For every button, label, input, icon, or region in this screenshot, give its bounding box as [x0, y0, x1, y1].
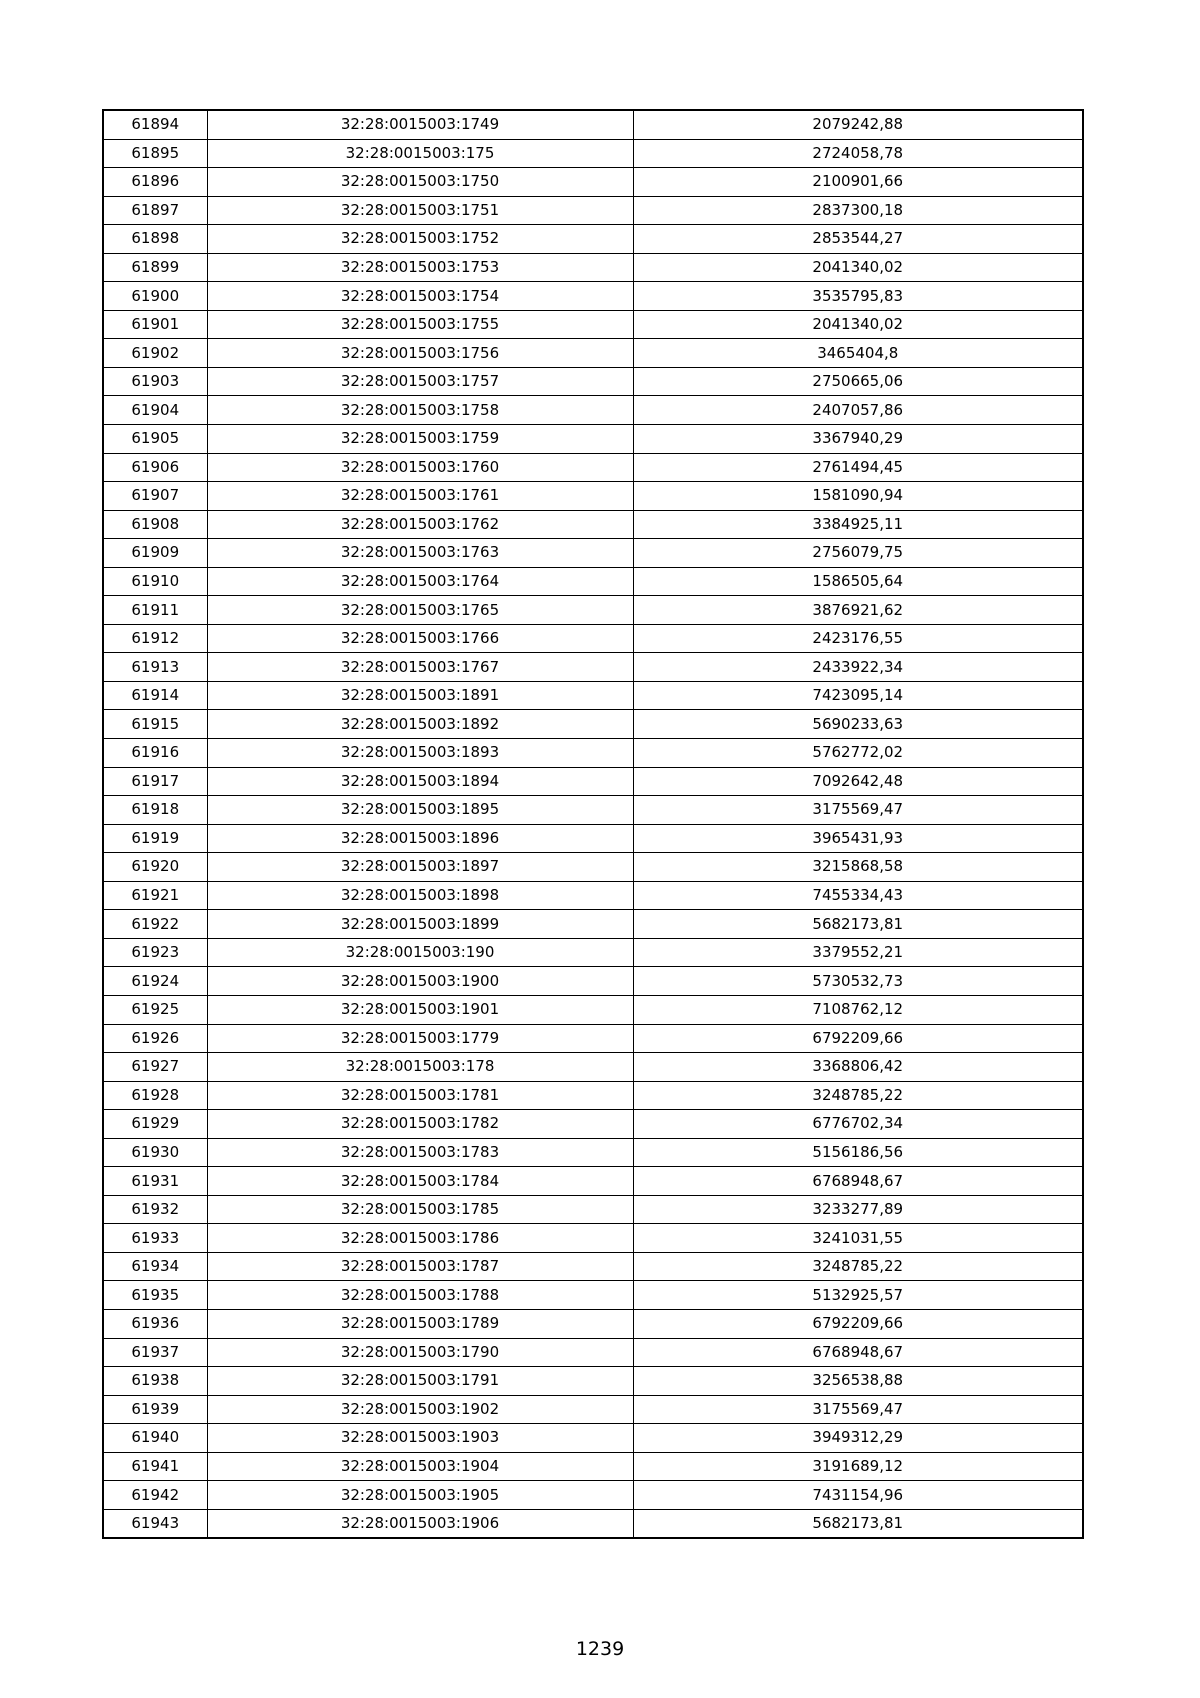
- table-row: [103, 396, 1083, 425]
- cadastral-value-table: [102, 109, 1084, 1539]
- cadastral-number-cell: 32:28:0015003:1785: [207, 1195, 633, 1224]
- cadastral-value-cell: 5762772,02: [633, 739, 1083, 768]
- cadastral-number-cell: 32:28:0015003:1781: [207, 1081, 633, 1110]
- cadastral-value-cell: 7092642,48: [633, 767, 1083, 796]
- cadastral-value-cell: 2041340,02: [633, 310, 1083, 339]
- cadastral-value-cell: 2761494,45: [633, 453, 1083, 482]
- table-row: [103, 1509, 1083, 1538]
- table-row: [103, 624, 1083, 653]
- row-number-cell: 61898: [103, 225, 207, 254]
- cadastral-number-cell: 32:28:0015003:1783: [207, 1138, 633, 1167]
- row-number-cell: 61923: [103, 938, 207, 967]
- table-row: [103, 1395, 1083, 1424]
- cadastral-value-cell: 1586505,64: [633, 567, 1083, 596]
- cadastral-number-cell: 32:28:0015003:1789: [207, 1309, 633, 1338]
- row-number-cell: 61941: [103, 1452, 207, 1481]
- row-number-cell: 61942: [103, 1481, 207, 1510]
- cadastral-value-cell: 3215868,58: [633, 853, 1083, 882]
- row-number-cell: 61895: [103, 139, 207, 168]
- row-number-cell: 61894: [103, 110, 207, 139]
- cadastral-number-cell: 32:28:0015003:1902: [207, 1395, 633, 1424]
- cadastral-number-cell: 32:28:0015003:175: [207, 139, 633, 168]
- cadastral-number-cell: 32:28:0015003:1894: [207, 767, 633, 796]
- table-row: [103, 1424, 1083, 1453]
- row-number-cell: 61902: [103, 339, 207, 368]
- table-row: [103, 196, 1083, 225]
- row-number-cell: 61924: [103, 967, 207, 996]
- row-number-cell: 61927: [103, 1053, 207, 1082]
- cadastral-number-cell: 32:28:0015003:1791: [207, 1367, 633, 1396]
- row-number-cell: 61921: [103, 881, 207, 910]
- row-number-cell: 61897: [103, 196, 207, 225]
- row-number-cell: 61905: [103, 425, 207, 454]
- table-body: [103, 110, 1083, 1538]
- row-number-cell: 61901: [103, 310, 207, 339]
- cadastral-value-cell: 3191689,12: [633, 1452, 1083, 1481]
- cadastral-value-cell: 3965431,93: [633, 824, 1083, 853]
- cadastral-value-cell: 7455334,43: [633, 881, 1083, 910]
- table-row: [103, 1053, 1083, 1082]
- cadastral-number-cell: 32:28:0015003:1782: [207, 1110, 633, 1139]
- cadastral-value-cell: 2041340,02: [633, 253, 1083, 282]
- table-row: [103, 567, 1083, 596]
- table-row: [103, 110, 1083, 139]
- cadastral-number-cell: 32:28:0015003:1892: [207, 710, 633, 739]
- table-row: [103, 1281, 1083, 1310]
- cadastral-number-cell: 32:28:0015003:1763: [207, 539, 633, 568]
- table-row: [103, 995, 1083, 1024]
- cadastral-number-cell: 32:28:0015003:1790: [207, 1338, 633, 1367]
- cadastral-value-cell: 3256538,88: [633, 1367, 1083, 1396]
- row-number-cell: 61938: [103, 1367, 207, 1396]
- row-number-cell: 61928: [103, 1081, 207, 1110]
- table-row: [103, 282, 1083, 311]
- cadastral-number-cell: 32:28:0015003:1756: [207, 339, 633, 368]
- table-row: [103, 938, 1083, 967]
- cadastral-number-cell: 32:28:0015003:1895: [207, 796, 633, 825]
- cadastral-value-cell: 3248785,22: [633, 1252, 1083, 1281]
- row-number-cell: 61933: [103, 1224, 207, 1253]
- table-row: [103, 1452, 1083, 1481]
- cadastral-number-cell: 32:28:0015003:1759: [207, 425, 633, 454]
- cadastral-value-cell: 5682173,81: [633, 1509, 1083, 1538]
- cadastral-number-cell: 32:28:0015003:1903: [207, 1424, 633, 1453]
- cadastral-number-cell: 32:28:0015003:1760: [207, 453, 633, 482]
- cadastral-number-cell: 32:28:0015003:1757: [207, 367, 633, 396]
- cadastral-value-cell: 2079242,88: [633, 110, 1083, 139]
- cadastral-number-cell: 32:28:0015003:1900: [207, 967, 633, 996]
- table-row: [103, 653, 1083, 682]
- cadastral-number-cell: 32:28:0015003:1898: [207, 881, 633, 910]
- cadastral-value-cell: 2724058,78: [633, 139, 1083, 168]
- cadastral-number-cell: 32:28:0015003:1767: [207, 653, 633, 682]
- cadastral-number-cell: 32:28:0015003:1761: [207, 482, 633, 511]
- cadastral-number-cell: 32:28:0015003:190: [207, 938, 633, 967]
- cadastral-value-cell: 3368806,42: [633, 1053, 1083, 1082]
- table-row: [103, 796, 1083, 825]
- cadastral-number-cell: 32:28:0015003:1766: [207, 624, 633, 653]
- table-row: [103, 710, 1083, 739]
- table-row: [103, 596, 1083, 625]
- table-row: [103, 225, 1083, 254]
- table-row: [103, 1024, 1083, 1053]
- row-number-cell: 61922: [103, 910, 207, 939]
- row-number-cell: 61943: [103, 1509, 207, 1538]
- cadastral-value-cell: 3949312,29: [633, 1424, 1083, 1453]
- cadastral-value-cell: 5730532,73: [633, 967, 1083, 996]
- table-row: [103, 767, 1083, 796]
- cadastral-value-cell: 3384925,11: [633, 510, 1083, 539]
- row-number-cell: 61903: [103, 367, 207, 396]
- cadastral-value-cell: 6768948,67: [633, 1167, 1083, 1196]
- cadastral-value-cell: 3367940,29: [633, 425, 1083, 454]
- cadastral-value-cell: 3241031,55: [633, 1224, 1083, 1253]
- cadastral-number-cell: 32:28:0015003:1905: [207, 1481, 633, 1510]
- cadastral-value-cell: 3175569,47: [633, 1395, 1083, 1424]
- table-row: [103, 1195, 1083, 1224]
- cadastral-value-cell: 2837300,18: [633, 196, 1083, 225]
- table-row: [103, 539, 1083, 568]
- row-number-cell: 61908: [103, 510, 207, 539]
- row-number-cell: 61939: [103, 1395, 207, 1424]
- table-row: [103, 453, 1083, 482]
- cadastral-number-cell: 32:28:0015003:1904: [207, 1452, 633, 1481]
- row-number-cell: 61937: [103, 1338, 207, 1367]
- row-number-cell: 61899: [103, 253, 207, 282]
- cadastral-number-cell: 32:28:0015003:1750: [207, 168, 633, 197]
- table-row: [103, 425, 1083, 454]
- cadastral-value-cell: 2407057,86: [633, 396, 1083, 425]
- cadastral-value-cell: 3248785,22: [633, 1081, 1083, 1110]
- row-number-cell: 61920: [103, 853, 207, 882]
- row-number-cell: 61918: [103, 796, 207, 825]
- table-row: [103, 853, 1083, 882]
- cadastral-value-cell: 2750665,06: [633, 367, 1083, 396]
- table-row: [103, 253, 1083, 282]
- cadastral-number-cell: 32:28:0015003:1788: [207, 1281, 633, 1310]
- cadastral-number-cell: 32:28:0015003:1751: [207, 196, 633, 225]
- row-number-cell: 61916: [103, 739, 207, 768]
- cadastral-value-cell: 5132925,57: [633, 1281, 1083, 1310]
- cadastral-number-cell: 32:28:0015003:1901: [207, 995, 633, 1024]
- cadastral-value-cell: 2853544,27: [633, 225, 1083, 254]
- table-row: [103, 367, 1083, 396]
- cadastral-value-cell: 3233277,89: [633, 1195, 1083, 1224]
- page-number: 1239: [575, 1638, 625, 1660]
- row-number-cell: 61914: [103, 681, 207, 710]
- cadastral-number-cell: 32:28:0015003:1754: [207, 282, 633, 311]
- cadastral-value-cell: 3876921,62: [633, 596, 1083, 625]
- table-row: [103, 510, 1083, 539]
- cadastral-number-cell: 32:28:0015003:1765: [207, 596, 633, 625]
- row-number-cell: 61912: [103, 624, 207, 653]
- cadastral-value-cell: 1581090,94: [633, 482, 1083, 511]
- row-number-cell: 61906: [103, 453, 207, 482]
- cadastral-number-cell: 32:28:0015003:1893: [207, 739, 633, 768]
- cadastral-value-cell: 3465404,8: [633, 339, 1083, 368]
- cadastral-number-cell: 32:28:0015003:1906: [207, 1509, 633, 1538]
- cadastral-value-cell: 7108762,12: [633, 995, 1083, 1024]
- cadastral-value-cell: 7431154,96: [633, 1481, 1083, 1510]
- row-number-cell: 61904: [103, 396, 207, 425]
- cadastral-number-cell: 32:28:0015003:1764: [207, 567, 633, 596]
- row-number-cell: 61909: [103, 539, 207, 568]
- table-row: [103, 139, 1083, 168]
- row-number-cell: 61913: [103, 653, 207, 682]
- row-number-cell: 61935: [103, 1281, 207, 1310]
- cadastral-number-cell: 32:28:0015003:1784: [207, 1167, 633, 1196]
- row-number-cell: 61932: [103, 1195, 207, 1224]
- cadastral-number-cell: 32:28:0015003:1897: [207, 853, 633, 882]
- row-number-cell: 61931: [103, 1167, 207, 1196]
- row-number-cell: 61896: [103, 168, 207, 197]
- row-number-cell: 61919: [103, 824, 207, 853]
- row-number-cell: 61925: [103, 995, 207, 1024]
- cadastral-value-cell: 6792209,66: [633, 1024, 1083, 1053]
- row-number-cell: 61915: [103, 710, 207, 739]
- row-number-cell: 61907: [103, 482, 207, 511]
- cadastral-number-cell: 32:28:0015003:1755: [207, 310, 633, 339]
- cadastral-value-cell: 3535795,83: [633, 282, 1083, 311]
- table-row: [103, 881, 1083, 910]
- cadastral-value-cell: 2423176,55: [633, 624, 1083, 653]
- row-number-cell: 61917: [103, 767, 207, 796]
- table-row: [103, 168, 1083, 197]
- row-number-cell: 61929: [103, 1110, 207, 1139]
- cadastral-value-cell: 6768948,67: [633, 1338, 1083, 1367]
- table-row: [103, 310, 1083, 339]
- cadastral-value-cell: 2433922,34: [633, 653, 1083, 682]
- row-number-cell: 61930: [103, 1138, 207, 1167]
- table-row: [103, 1309, 1083, 1338]
- table-row: [103, 967, 1083, 996]
- table-row: [103, 824, 1083, 853]
- cadastral-value-cell: 5690233,63: [633, 710, 1083, 739]
- cadastral-number-cell: 32:28:0015003:1762: [207, 510, 633, 539]
- cadastral-value-cell: 3175569,47: [633, 796, 1083, 825]
- row-number-cell: 61910: [103, 567, 207, 596]
- cadastral-number-cell: 32:28:0015003:1786: [207, 1224, 633, 1253]
- table-row: [103, 1338, 1083, 1367]
- cadastral-number-cell: 32:28:0015003:1896: [207, 824, 633, 853]
- row-number-cell: 61940: [103, 1424, 207, 1453]
- cadastral-number-cell: 32:28:0015003:1749: [207, 110, 633, 139]
- cadastral-number-cell: 32:28:0015003:178: [207, 1053, 633, 1082]
- row-number-cell: 61900: [103, 282, 207, 311]
- row-number-cell: 61911: [103, 596, 207, 625]
- cadastral-number-cell: 32:28:0015003:1758: [207, 396, 633, 425]
- cadastral-number-cell: 32:28:0015003:1899: [207, 910, 633, 939]
- cadastral-number-cell: 32:28:0015003:1753: [207, 253, 633, 282]
- table-row: [103, 1224, 1083, 1253]
- cadastral-value-cell: 2756079,75: [633, 539, 1083, 568]
- table-row: [103, 1138, 1083, 1167]
- cadastral-number-cell: 32:28:0015003:1787: [207, 1252, 633, 1281]
- cadastral-value-cell: 5156186,56: [633, 1138, 1083, 1167]
- table-row: [103, 739, 1083, 768]
- table-row: [103, 681, 1083, 710]
- table-row: [103, 910, 1083, 939]
- table-row: [103, 1481, 1083, 1510]
- cadastral-number-cell: 32:28:0015003:1779: [207, 1024, 633, 1053]
- table-row: [103, 1081, 1083, 1110]
- row-number-cell: 61926: [103, 1024, 207, 1053]
- cadastral-number-cell: 32:28:0015003:1891: [207, 681, 633, 710]
- table-row: [103, 1367, 1083, 1396]
- table-row: [103, 1252, 1083, 1281]
- table-row: [103, 482, 1083, 511]
- cadastral-value-cell: 2100901,66: [633, 168, 1083, 197]
- row-number-cell: 61936: [103, 1309, 207, 1338]
- cadastral-value-cell: 6792209,66: [633, 1309, 1083, 1338]
- cadastral-value-cell: 6776702,34: [633, 1110, 1083, 1139]
- table-row: [103, 339, 1083, 368]
- table-row: [103, 1167, 1083, 1196]
- table-row: [103, 1110, 1083, 1139]
- row-number-cell: 61934: [103, 1252, 207, 1281]
- cadastral-value-cell: 3379552,21: [633, 938, 1083, 967]
- cadastral-value-cell: 7423095,14: [633, 681, 1083, 710]
- cadastral-number-cell: 32:28:0015003:1752: [207, 225, 633, 254]
- cadastral-value-cell: 5682173,81: [633, 910, 1083, 939]
